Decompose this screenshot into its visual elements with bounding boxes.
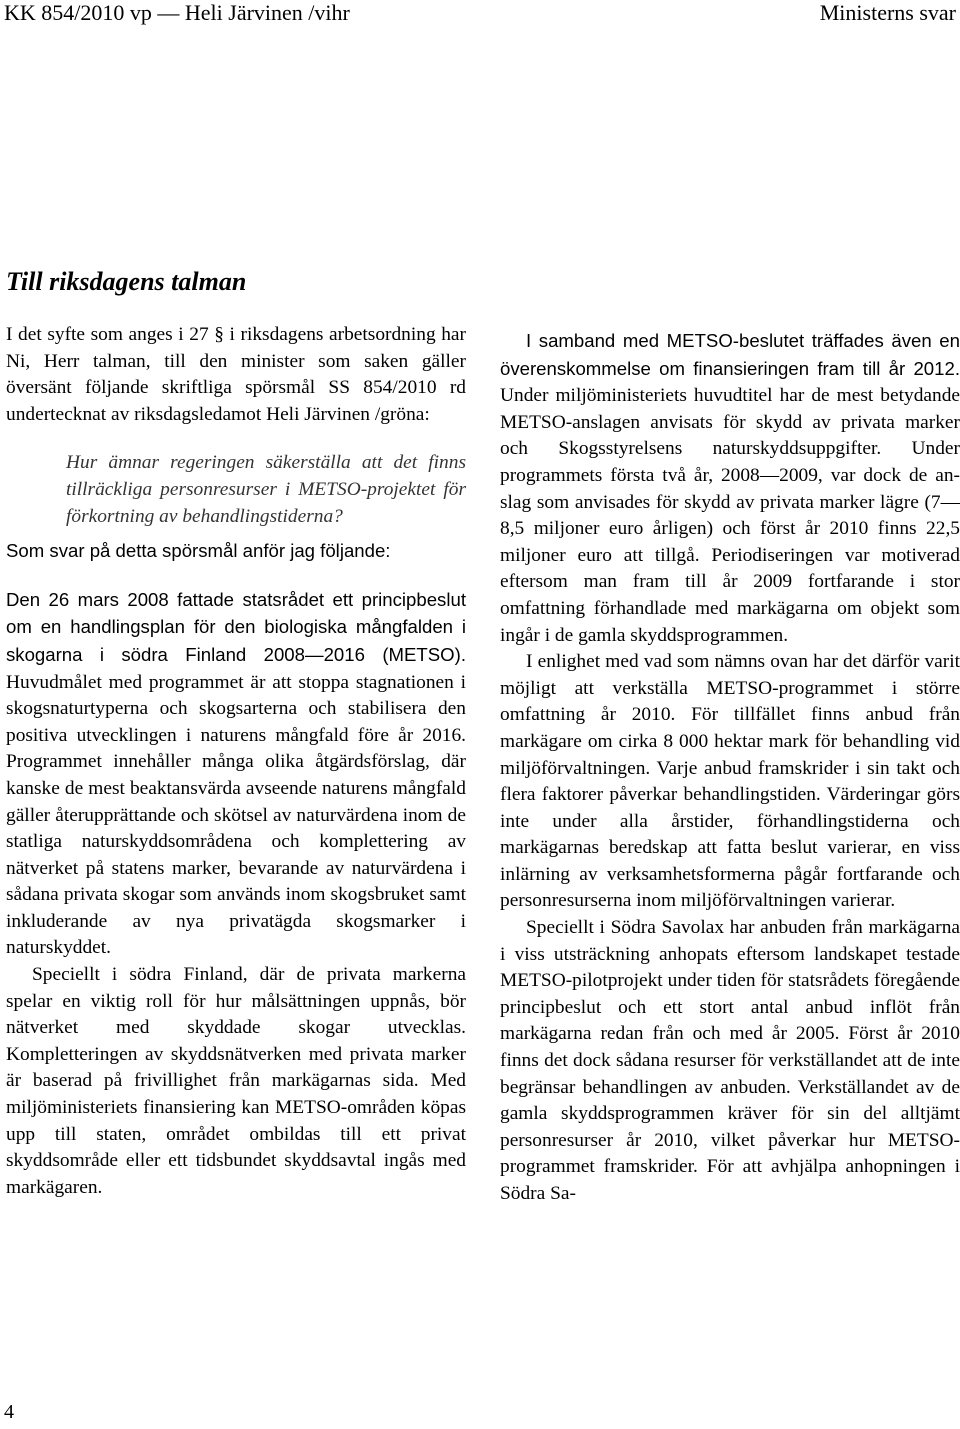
metso-decision-text: Den 26 mars 2008 fattade statsrådet ett principbeslut om en handlingsplan för den biologiska mångfalden i skogarna i södra Finland 2008—2016 (METSO). [6,588,466,665]
answer-intro: Som svar på detta spörsmål anför jag följande: [6,540,391,562]
body-paragraph: Speciellt i Södra Savolax har anbuden från markägarna i viss utsträckning anhopats eftersom landskapet testade METSO-pilotprojekt under tiden för statsrådets föregående principbeslut och ett stort antal anbud inflöt från markägarna redan från och med år 2005. Först år 2010 finns det dock sådana resurser för verkställandet att de inte begränsar behandlingen av anbuden. Verkställandet av de gamla skyddsprogrammen kräver för sin del alltjämt personresurser år 2010, vilket påverkar hur METSO-programmet framskrider. För att avhjälpa anhopningen i Södra Sa- [500,917,960,1204]
question-text: Hur ämnar regeringen säkerställa att det finns tillräckliga personresurser i METSO-projektet för förkortning av behandlingstiderna? [66,452,466,527]
section-label: Ministerns svar [819,0,956,25]
metso-goal-text: Huvudmålet med programmet är att stoppa stagnationen i skogsnaturtyperna och skogsarterna och stabilisera den positiva utvecklingen i naturens mångfald före år 2016. Programmet innehåller många olika åtgärdsförslag, där kanske de mest beaktansvärda avseende naturens mångfald gäller återupprättande och skötsel av naturvärdena inom de statliga naturskyddsområdena och komplettering av nätverket på statens marker, bevarande av naturvärdena i sådana privata skogar som används inom skogsbruket samt inkluderande av nya privatägda skogsmarker i naturskyddet. [6,671,466,959]
intro-paragraph: I det syfte som anges i 27 § i riksdagens arbetsordning har Ni, Herr talman, till den minister som saken gäller översänt följande skriftliga spörsmål SS 854/2010 rd undertecknat av riksdagsledamot Heli Järvinen /gröna: [6,324,466,425]
right-column [500,328,960,1208]
page-title: Till riksdagens talman [6,267,247,296]
body-paragraph [500,328,960,649]
left-column [6,322,466,1201]
financing-agreement-text: I samband med METSO-beslutet träffades även en överenskommelse om finansieringen fram till år 2012. [500,330,960,379]
body-paragraph [6,587,466,962]
funding-details-text: Under miljöministeriets huvudtitel har de mest betydande METSO-anslagen anvisats för skydd av privata marker och Skogsstyrelsens naturskyddsuppgifter. Under programmets första två år, 2008—2009, var dock de anslag som anvisades för skydd av privata marker lägre (7—8,5 miljoner euro årligen) och först år 2010 finns 22,5 miljoner euro att tillgå. Periodiseringen var motiverad eftersom man fram till år 2009 fortfarande i stor omfattning förhandlade med markägarna om objekt som ingår i de gamla skyddsprogrammen. [500,385,960,646]
document-reference: KK 854/2010 vp — Heli Järvinen /vihr [4,0,350,25]
body-paragraph: I enlighet med vad som nämns ovan har det därför varit möjligt att verkställa METSO-programmet i större omfattning år 2010. För tillfället finns anbud från markägare om cirka 8 000 hektar mark för behandling vid miljöförvaltningen. Varje anbud framskrider i sin takt och flera faktorer påverkar behandlingstiden. Värderingar görs inte under alla årstider, förhandlingstiderna och markägarnas beredskap att fatta beslut varierar, en viss inlärning av verksamhetsformerna pågår fortfarande och personresurserna inom miljöförvaltningen varierar. [500,651,960,912]
page-number: 4 [4,1401,14,1423]
body-paragraph: Speciellt i södra Finland, där de privata markerna spelar en viktig roll för hur målsättningen uppnås, bör nätverket med skyddade skogar utvecklas. Kompletteringen av skyddsnätverken med privata marker är baserad på frivillighet från markägarnas sida. Med miljöministeriets finansiering kan METSO-områden köpas upp till staten, området ombildas till ett privat skyddsområde eller ett tidsbundet skyddsavtal ingås med markägaren. [6,964,466,1198]
